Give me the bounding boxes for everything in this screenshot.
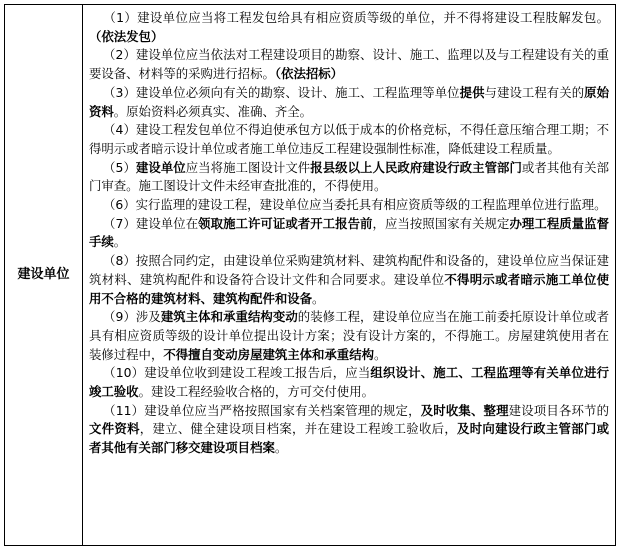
item-7: （7）建设单位在领取施工许可证或者开工报告前，应当按照国家有关规定办理工程质量监督手续。 (89, 215, 610, 250)
item-6: （6）实行监理的建设工程，建设单位应当委托具有相应资质等级的工程监理单位进行监理。 (103, 197, 607, 213)
item-10: （10）建设单位收到建设工程竣工报告后，应当组织设计、施工、工程监理等有关单位进行竣工验收。建设工程经验收合格的，方可交付使用。 (89, 365, 609, 400)
item-1: （1）建设单位应当将工程发包给具有相应资质等级的单位，并不得将建设工程肢解发包。（依法发包） (89, 10, 609, 44)
content-cell (83, 5, 616, 546)
item-5: （5）建设单位应当将施工图设计文件报县级以上人民政府建设行政主管部门或者其他有关部门审查。施工图设计文件未经审查批准的，不得使用。 (89, 159, 610, 194)
item-2: （2）建设单位应当依法对工程建设项目的勘察、设计、施工、监理以及与工程建设有关的重要设备、材料等的采购进行招标。（依法招标） (89, 47, 609, 82)
row-label: 建设单位 (5, 5, 83, 546)
item-4: （4）建设工程发包单位不得迫使承包方以低于成本的价格竞标，不得任意压缩合理工期；不得明示或者暗示设计单位或者施工单位违反工程建设强制性标准，降低建设工程质量。 (89, 122, 609, 156)
item-3: （3）建设单位必须向有关的勘察、设计、施工、工程监理等单位提供与建设工程有关的原始资料。原始资料必须真实、准确、齐全。 (89, 84, 610, 119)
table-row (5, 5, 616, 546)
requirements-table (4, 4, 616, 546)
item-11: （11）建设单位应当严格按照国家有关档案管理的规定，及时收集、整理建设项目各环节的文件资料，建立、健全建设项目档案，并在建设工程竣工验收后，及时向建设行政主管部门或者其他有关部门移交建设项目档案。 (89, 402, 610, 456)
item-8: （8）按照合同约定，由建设单位采购建筑材料、建筑构配件和设备的，建设单位应当保证建筑材料、建筑构配件和设备符合设计文件和合同要求。建设单位不得明示或者暗示施工单位使用不合格的建筑材料、建筑构配件和设备。 (89, 253, 610, 306)
item-9: （9）涉及建筑主体和承重结构变动的装修工程，建设单位应当在施工前委托原设计单位或者具有相应资质等级的设计单位提出设计方案；没有设计方案的，不得施工。房屋建筑使用者在装修过程中，不得擅自变动房屋建筑主体和承重结构。 (89, 309, 610, 362)
